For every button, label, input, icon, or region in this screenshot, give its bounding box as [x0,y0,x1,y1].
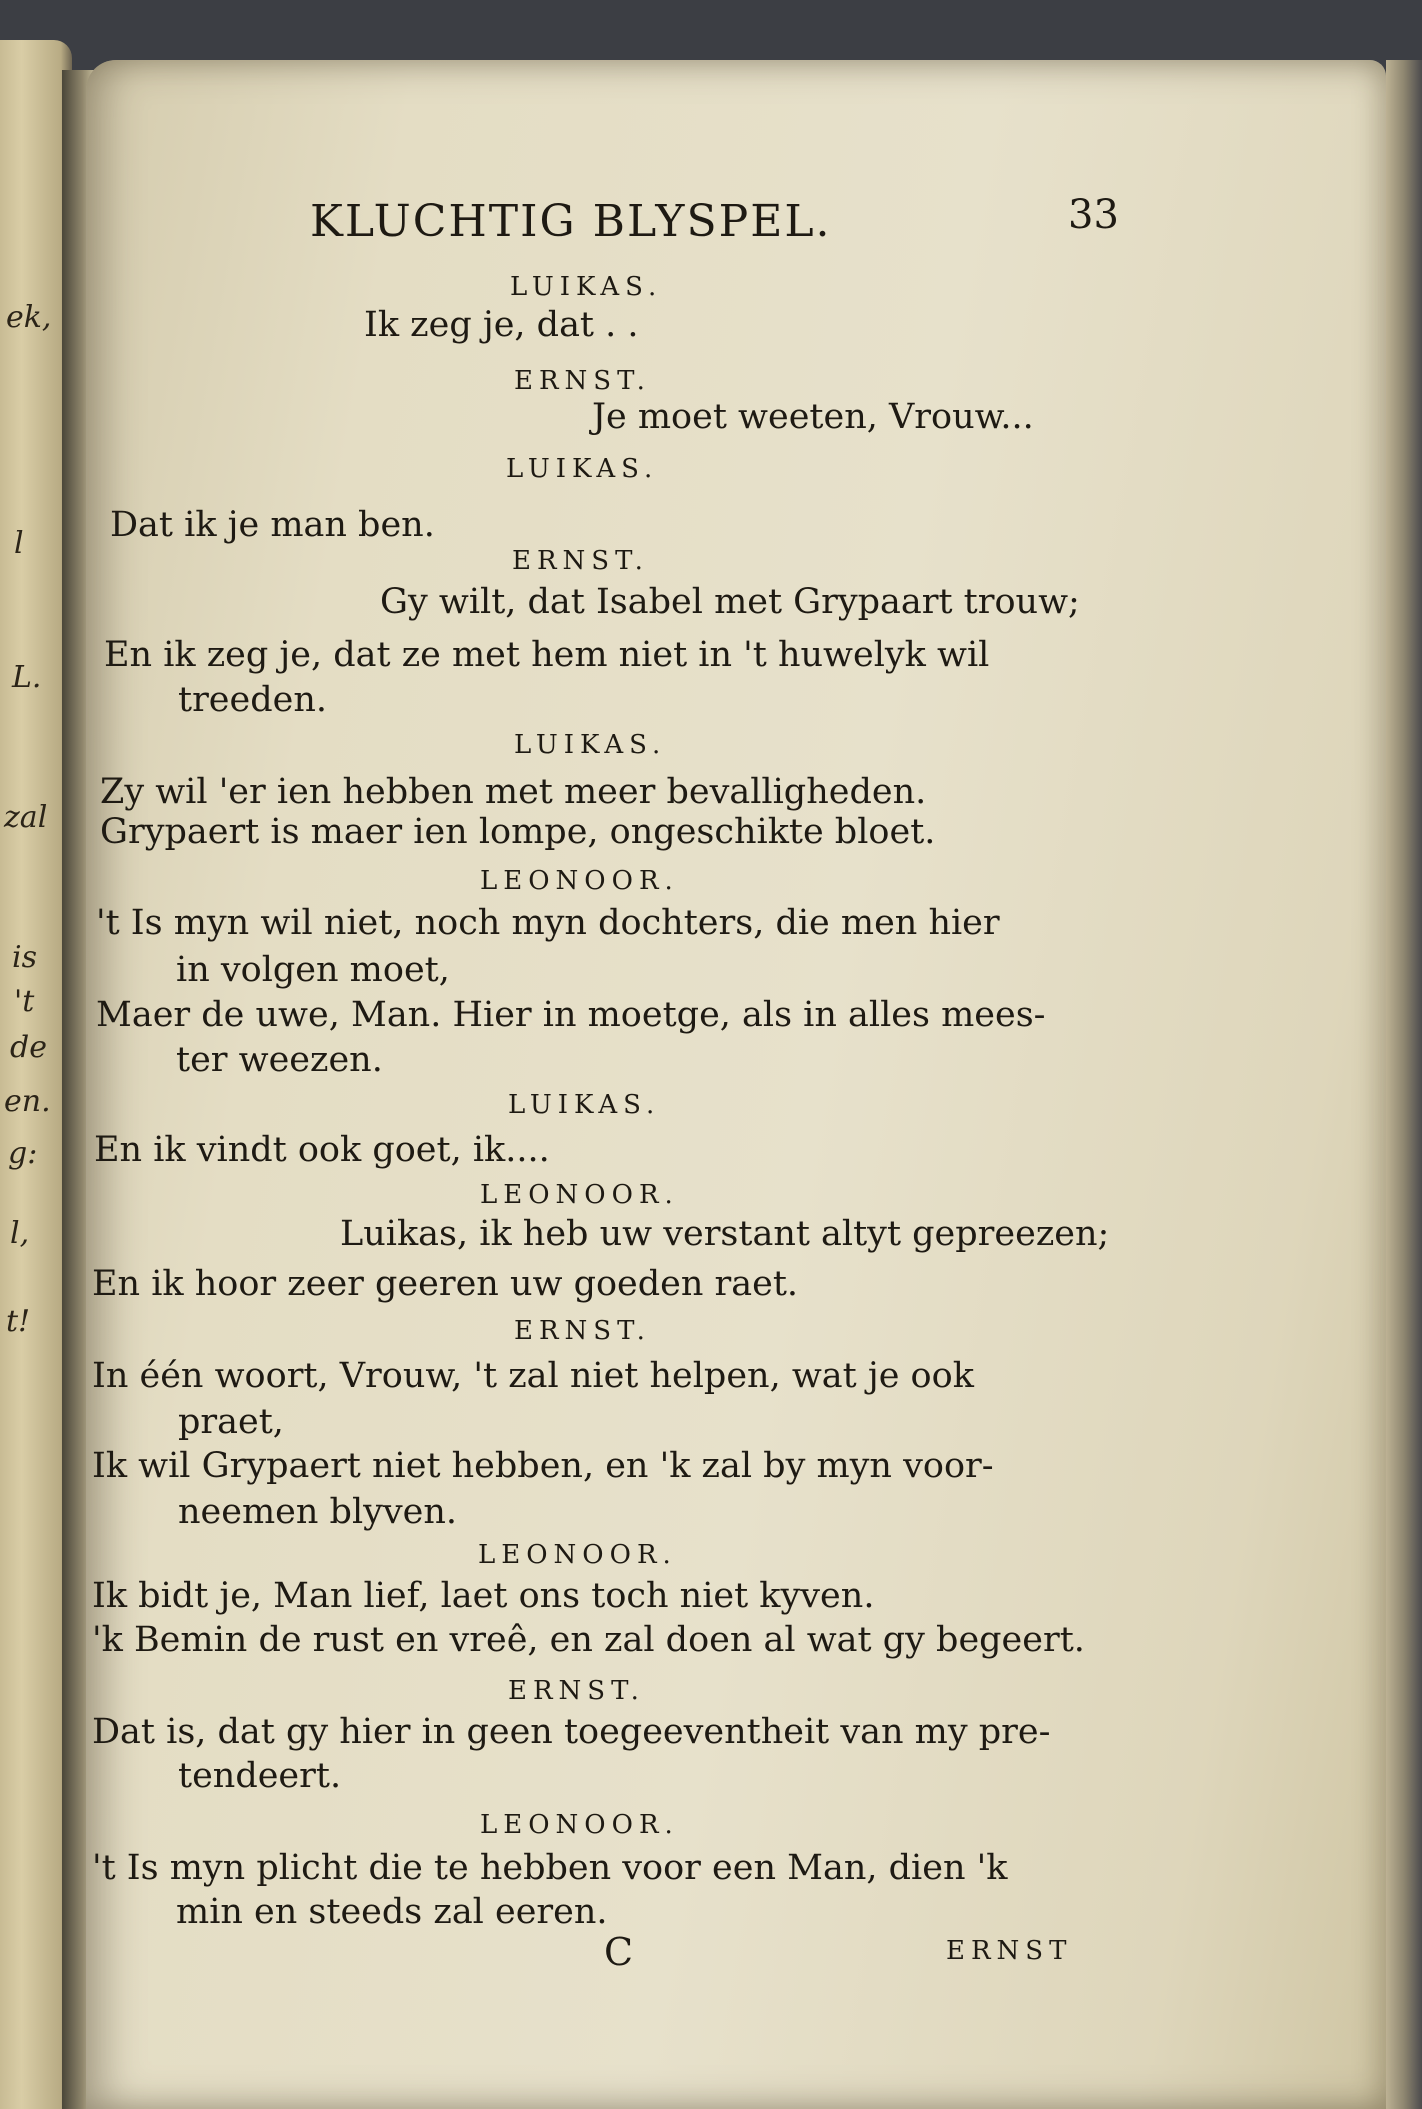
book-page [86,60,1386,2109]
speaker-heading: LEONOOR. [480,1180,679,1210]
verse-line: En ik vindt ook goet, ik.... [94,1130,550,1170]
catchword: ERNST [946,1936,1073,1966]
page-edge-shadow [1386,60,1422,2109]
left-page-fragment: L. [12,660,42,695]
speaker-heading: LUIKAS. [508,1090,661,1120]
speaker-heading: LEONOOR. [480,1810,679,1840]
verse-line: in volgen moet, [176,950,450,990]
left-page-fragment: de [10,1030,47,1065]
left-page-fragment: t! [6,1304,31,1339]
verse-line: praet, [178,1402,284,1442]
left-page-fragment: is [12,940,37,975]
speaker-heading: ERNST. [508,1676,645,1706]
speaker-heading: LEONOOR. [478,1540,677,1570]
speaker-heading: LUIKAS. [514,730,667,760]
speaker-heading: LUIKAS. [510,272,663,302]
verse-line: Ik wil Grypaert niet hebben, en 'k zal by myn voor- [92,1446,994,1486]
verse-line: En ik hoor zeer geeren uw goeden raet. [92,1264,799,1304]
verse-line: 't Is myn wil niet, noch myn dochters, die men hier [96,903,1000,943]
left-page-fragment: zal [4,800,48,835]
left-page-fragment: ek, [6,300,52,335]
signature-mark: C [604,1930,634,1974]
verse-line: neemen blyven. [178,1492,458,1532]
speaker-heading: ERNST. [514,366,651,396]
verse-line: treeden. [178,680,328,720]
verse-line: Ik bidt je, Man lief, laet ons toch niet kyven. [92,1576,875,1616]
speaker-heading: ERNST. [512,546,649,576]
verse-line: tendeert. [178,1756,342,1796]
verse-line: Grypaert is maer ien lompe, ongeschikte bloet. [100,812,936,852]
verse-line: min en steeds zal eeren. [176,1892,608,1932]
verse-line: ter weezen. [176,1040,383,1080]
verse-line: Dat is, dat gy hier in geen toegeeventheit van my pre- [92,1712,1051,1752]
left-page-fragment: l, [10,1216,30,1251]
speaker-heading: LUIKAS. [506,454,659,484]
verse-line: Maer de uwe, Man. Hier in moetge, als in alles mees- [96,995,1046,1035]
verse-line: Zy wil 'er ien hebben met meer bevalligheden. [100,772,927,812]
verse-line: Luikas, ik heb uw verstant altyt gepreezen; [340,1214,1110,1254]
left-page-fragment: 't [14,984,35,1019]
verse-line: Je moet weeten, Vrouw... [592,397,1034,437]
speaker-heading: ERNST. [514,1316,651,1346]
verse-line: In één woort, Vrouw, 't zal niet helpen, wat je ook [92,1356,974,1396]
left-page-fragment: g: [8,1136,38,1171]
verse-line: 't Is myn plicht die te hebben voor een Man, dien 'k [92,1848,1008,1888]
verse-line: Gy wilt, dat Isabel met Grypaart trouw; [380,582,1080,622]
running-head: KLUCHTIG BLYSPEL. [310,196,832,247]
verse-line: Dat ik je man ben. [110,505,435,545]
verse-line: 'k Bemin de rust en vreê, en zal doen al wat gy begeert. [92,1620,1085,1660]
page-number: 33 [1068,192,1119,238]
left-page-fragment: l [14,526,24,561]
verse-line: Ik zeg je, dat . . [364,305,639,345]
verse-line: En ik zeg je, dat ze met hem niet in 't huwelyk wil [104,635,990,675]
left-page-fragment: en. [4,1084,51,1119]
speaker-heading: LEONOOR. [480,866,679,896]
